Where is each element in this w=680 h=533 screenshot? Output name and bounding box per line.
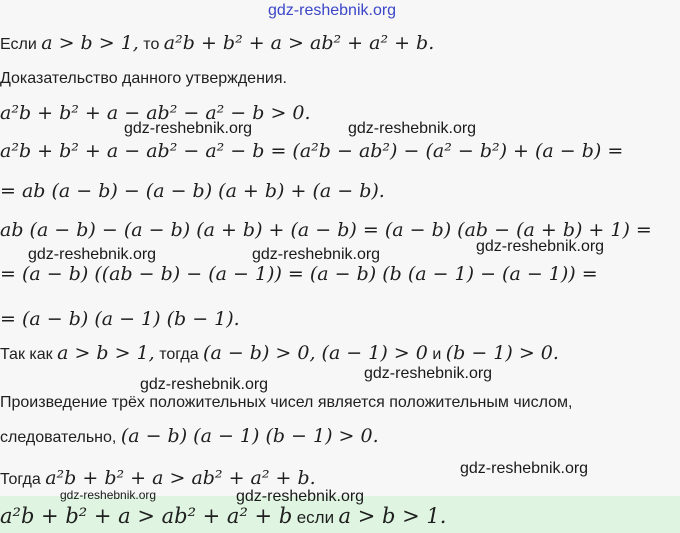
watermark: gdz-reshebnik.org — [460, 460, 589, 477]
condition: a > b > 1, — [57, 342, 155, 364]
text-therefore: следовательно, — [0, 429, 117, 446]
factors-positive: (a − b) > 0, (a − 1) > 0 — [203, 342, 428, 364]
text-then: тогда — [159, 346, 199, 363]
claim: a²b + b² + a > ab² + a² + b. — [163, 32, 435, 54]
text-if: если — [296, 508, 335, 527]
watermark: gdz-reshebnik.org — [140, 376, 269, 393]
watermark: gdz-reshebnik.org — [236, 488, 365, 505]
text-then: то — [143, 36, 160, 53]
watermark: gdz-reshebnik.org — [124, 120, 253, 137]
product-positive: (a − b) (a − 1) (b − 1) > 0. — [120, 425, 379, 447]
text-if: Если — [0, 36, 37, 53]
factor-step-1: ab (a − b) − (a − b) (a + b) + (a − b) = (a − b) (ab − (a + b) + 1) = — [0, 219, 652, 241]
expansion-step-2: = ab (a − b) − (a − b) (a + b) + (a − b). — [0, 180, 385, 202]
text-then: Тогда — [0, 471, 41, 488]
factored-result: = (a − b) (a − 1) (b − 1). — [0, 308, 240, 330]
text-since: Так как — [0, 346, 53, 363]
condition: a > b > 1, — [41, 32, 139, 54]
factor-positive: (b − 1) > 0. — [445, 342, 559, 364]
factor-step-2: = (a − b) ((ab − b) − (a − 1)) = (a − b) (b (a − 1) − (a − 1)) = — [0, 263, 598, 285]
text-and: и — [432, 346, 442, 363]
conclusion — [0, 467, 316, 489]
watermark: gdz-reshebnik.org — [348, 120, 477, 137]
final-inequality: a²b + b² + a > ab² + a² + b — [0, 504, 293, 528]
problem-statement — [0, 32, 434, 54]
sign-analysis — [0, 342, 559, 364]
watermark-top: gdz-reshebnik.org — [268, 2, 397, 19]
expansion-step-1: a²b + b² + a − ab² − a² − b = (a²b − ab²) − (a² − b²) + (a − b) = — [0, 140, 624, 162]
watermark: gdz-reshebnik.org — [28, 246, 157, 263]
watermark: gdz-reshebnik.org — [476, 238, 605, 255]
conclusion-inequality: a²b + b² + a > ab² + a² + b. — [45, 467, 316, 489]
final-condition: a > b > 1. — [338, 504, 447, 528]
inequality-to-prove: a²b + b² + a − ab² − a² − b > 0. — [0, 102, 311, 124]
watermark: gdz-reshebnik.org — [364, 365, 493, 382]
watermark: gdz-reshebnik.org — [252, 246, 381, 263]
consequence — [0, 425, 379, 447]
watermark: gdz-reshebnik.org — [60, 488, 157, 502]
final-answer — [0, 504, 446, 528]
proof-heading: Доказательство данного утверждения. — [0, 70, 287, 87]
product-statement: Произведение трёх положительных чисел является положительным числом, — [0, 394, 573, 411]
